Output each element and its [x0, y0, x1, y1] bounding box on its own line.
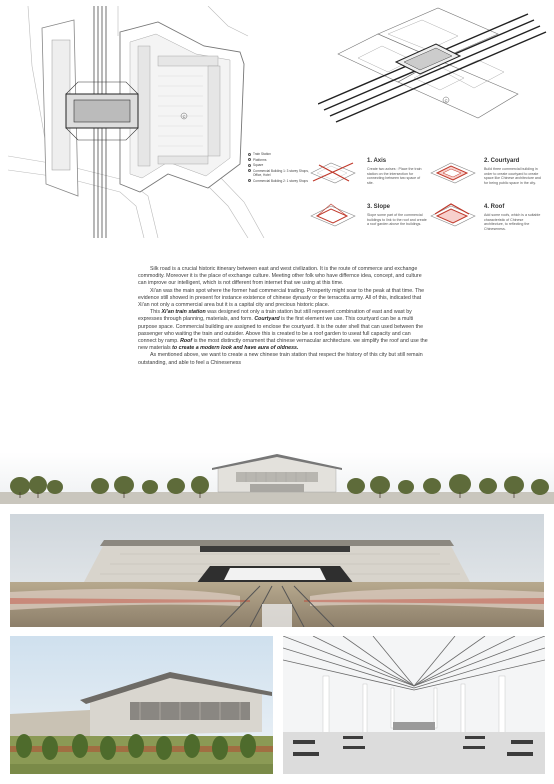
- essay-text: was designed not only a train station but still represent combination of east and wast by expresses through planning, materials, and form.: [138, 309, 412, 323]
- station-front-render: [10, 514, 544, 627]
- essay-emphasis-roof: Roof: [180, 338, 193, 345]
- essay-paragraph-3: [138, 309, 428, 352]
- step-3-title: 3. Slope: [367, 204, 391, 210]
- legend-label: Square: [253, 163, 264, 168]
- legend-label: Commercial Building 1: 3 storey Shops, Office, Hotel: [253, 168, 309, 178]
- essay-text: is the first element we use. This courtyard can be a multi purpose space. Commercial building are assigned to enclose the courtyard. It is the outer shell that can used between the passenger who waiting the train and outsider. Above this is created to be a roof garden to useat full capacity and can connect by ramp.: [138, 316, 424, 345]
- step-1-text: Create two axises : Place the train station on the intersection for connecting between two space of site.: [367, 167, 422, 185]
- step-2-title: 2. Courtyard: [484, 158, 520, 164]
- essay-emphasis-modern: to create a modern look and have aura of oldness.: [172, 345, 299, 352]
- essay-text: This: [150, 309, 162, 316]
- site-plan-drawing: [8, 6, 308, 238]
- legend-marker: [248, 169, 251, 172]
- essay-paragraph-4: As mentioned above, we want to create a new chinese train station that respect the history of this city but still remain outstanding, and able to feel a Chineseness: [138, 352, 423, 366]
- legend-marker: [248, 158, 251, 161]
- essay-paragraph-1: Silk road is a crucial historic itinerary between east and west civilization. It is the route of commerce and exchange commodity. Moreover it is the place of exchange culture. Meeting other folk who have differnce idea, concept, and culture can improve our intelligent, which is not different from internet that we using at this time.: [138, 266, 422, 287]
- essay-text: is the most distinctly ornament that chinese vernacular architecture. we simplify the roof and use the new materials: [138, 338, 428, 352]
- step-3-text: Slope some part of the commercial buildings to link to the roof and create a roof garden above the buildings.: [367, 213, 427, 227]
- legend-label: Train Station: [253, 152, 271, 156]
- axis-diagram: [307, 155, 359, 189]
- front-elevation-render: [0, 452, 554, 504]
- legend-marker: [248, 164, 251, 167]
- legend-marker: [248, 179, 251, 182]
- axon-block-label: C: [444, 97, 448, 103]
- step-4-title: 4. Roof: [484, 204, 505, 210]
- step-4-text: Add some roofs, which is a suitable characteristic of Chinese architecture, to reflecting the Chineseness.: [484, 213, 541, 231]
- essay-emphasis-courtyard: Courtyard: [254, 316, 280, 323]
- legend-marker: [248, 153, 251, 156]
- legend-label: Commercial Building 2: 1 storey Shops: [253, 178, 308, 183]
- essay-emphasis-station: Xi'an train station: [161, 309, 206, 316]
- essay-paragraph-2: Xi'an was the main spot where the former had commercial trading. Prosperity might soar to the peak at that time. The evidence still showed in present for instance existence of chinese dynasty or the terracotta army. All of this, indicated that Xi'an not only a commercial area but it is a capital city and precious historic place.: [138, 287, 425, 309]
- courtyard-diagram: [427, 155, 479, 189]
- station-side-render: [10, 636, 273, 774]
- legend-label: Platforms: [253, 157, 267, 162]
- concept-essay: [138, 266, 428, 367]
- step-1-title: 1. Axis: [367, 158, 387, 164]
- station-interior-render: [283, 636, 545, 774]
- step-2-text: Build three commercial building in order to create courtyard to create space like Chinese architecture and for being public space in the city.: [484, 167, 541, 185]
- site-block-label: C: [182, 113, 186, 119]
- slope-diagram: [307, 198, 359, 232]
- axonometric-drawing: [318, 4, 548, 142]
- roof-diagram: [427, 198, 479, 232]
